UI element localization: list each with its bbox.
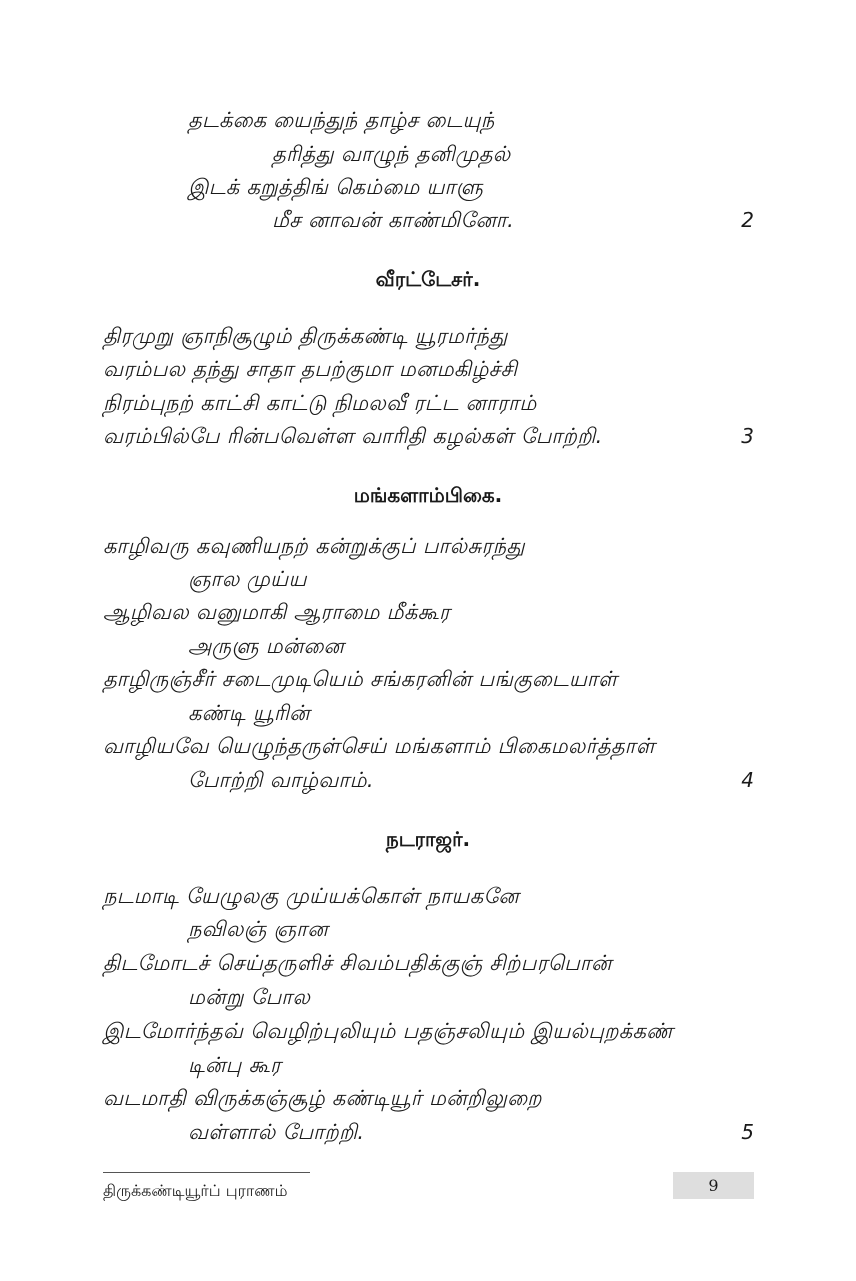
verse-4-line-7: வாழியவே யெழுந்தருள்செய் மங்களாம் பிகைமலர்த்தாள் <box>103 734 656 758</box>
heading-veeratteswarar: வீரட்டேசர். <box>375 267 481 291</box>
verse-3-line-2: வரம்பல தந்து சாதா தபற்குமா மனமகிழ்ச்சி <box>103 357 518 381</box>
verse-4-line-1: காழிவரு கவுணியநற் கன்றுக்குப் பால்சுரந்து <box>103 534 525 558</box>
verse-4-line-6: கண்டி யூரின் <box>188 701 310 725</box>
verse-4-number: 4 <box>741 768 754 792</box>
verse-5-line-3: திடமோடச் செய்தருளிச் சிவம்பதிக்குஞ் சிற்பரபொன் <box>103 951 612 975</box>
verse-4-line-3: ஆழிவல வனுமாகி ஆராமை மீக்கூர <box>103 600 451 624</box>
verse-4-line-4: அருளு மன்னை <box>188 634 345 658</box>
verse-4-line-5: தாழிருஞ்சீர் சடைமுடியெம் சங்கரனின் பங்குடையாள் <box>103 667 618 691</box>
verse-3-number: 3 <box>741 424 754 448</box>
verse-5-line-7: வடமாதி விருக்கஞ்சூழ் கண்டியூர் மன்றிலுறை <box>103 1086 542 1110</box>
heading-mangalambikai: மங்களாம்பிகை. <box>353 483 503 507</box>
heading-nataraja: நடராஜர். <box>385 827 471 851</box>
verse-3-line-3: நிரம்புநற் காட்சி காட்டு நிமலவீ ரட்ட னாராம் <box>103 391 537 415</box>
verse-4-line-2: ஞால முய்ய <box>188 567 307 591</box>
verse-2-number: 2 <box>741 208 754 232</box>
verse-2-line-4: மீச னாவன் காண்மினோ. <box>272 208 515 232</box>
verse-5-line-8: வள்ளால் போற்றி. <box>188 1120 365 1144</box>
page-number: 9 <box>673 1172 754 1199</box>
verse-4-line-8: போற்றி வாழ்வாம். <box>188 768 374 792</box>
verse-3-line-4: வரம்பில்பே ரின்பவெள்ள வாரிதி கழல்கள் போற்றி. <box>103 424 603 448</box>
verse-5-number: 5 <box>741 1120 754 1144</box>
verse-5-line-4: மன்று போல <box>188 985 311 1009</box>
verse-5-line-1: நடமாடி யேழுலகு முய்யக்கொள் நாயகனே <box>103 884 520 908</box>
verse-5-line-5: இடமோர்ந்தவ் வெழிற்புலியும் பதஞ்சலியும் இயல்புறக்கண் <box>103 1019 674 1043</box>
verse-2-line-2: தரித்து வாழுந் தனிமுதல் <box>272 142 511 166</box>
footer-book-title: திருக்கண்டியூர்ப் புராணம் <box>103 1181 288 1200</box>
verse-5-line-2: நவிலஞ் ஞான <box>188 917 329 941</box>
verse-5-line-6: டின்பு கூர <box>188 1053 282 1077</box>
verse-2-line-1: தடக்கை யைந்துந் தாழ்ச டையுந் <box>188 108 495 132</box>
verse-2-line-3: இடக் கறுத்திங் கெம்மை யாளு <box>188 175 484 199</box>
verse-3-line-1: திரமுறு ஞாநிசூழும் திருக்கண்டி யூரமர்ந்து <box>103 324 508 348</box>
footer-rule <box>103 1172 310 1173</box>
